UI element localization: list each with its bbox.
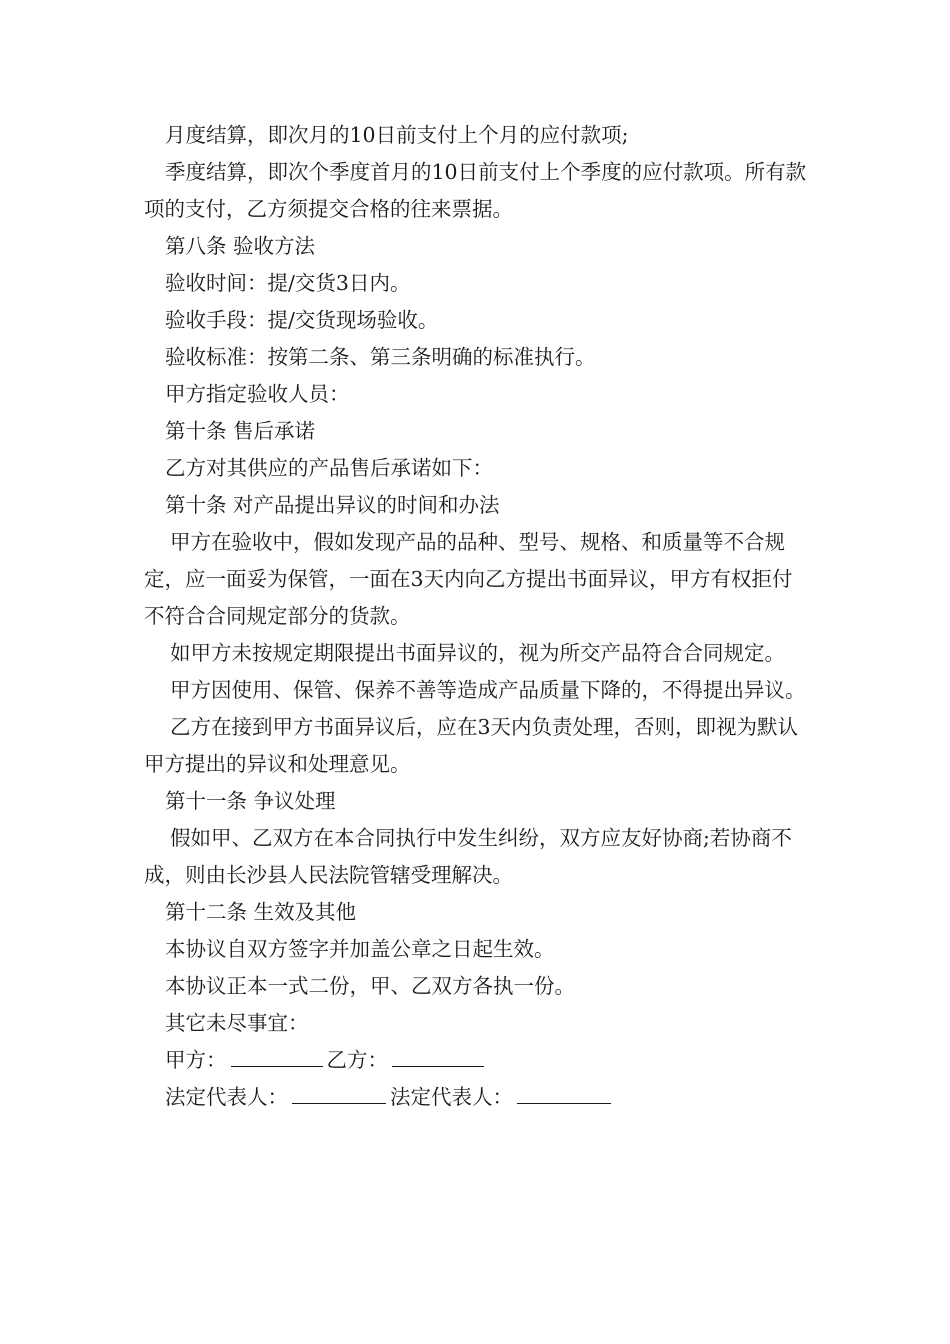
paragraph-inspection-standard: 验收标准：按第二条、第三条明确的标准执行。 [165,345,596,369]
signature-party-line [144,1042,809,1079]
rep-b-blank [517,1081,611,1104]
paragraph-other-matters: 其它未尽事宜： [165,1011,309,1035]
party-a-blank [231,1044,323,1067]
paragraph-objection-procedure: 甲方在验收中，假如发现产品的品种、型号、规格、和质量等不合规定，应一面妥为保管，一面在3天内向乙方提出书面异议，甲方有权拒付不符合合同规定部分的货款。 [144,530,793,628]
paragraph-designated-inspector: 甲方指定验收人员： [165,382,350,406]
paragraph-effectiveness: 本协议自双方签字并加盖公章之日起生效。 [165,937,555,961]
paragraph-inspection-time: 验收时间：提/交货3日内。 [165,271,411,295]
paragraph-inspection-means: 验收手段：提/交货现场验收。 [165,308,439,332]
heading-article-8: 第八条 验收方法 [165,234,316,258]
heading-article-11: 第十一条 争议处理 [165,789,336,813]
party-a-label: 甲方： [165,1048,227,1072]
party-b-label: 乙方： [326,1048,388,1072]
signature-representative-line [144,1079,809,1116]
paragraph-after-sales-promise: 乙方对其供应的产品售后承诺如下： [165,456,493,480]
paragraph-dispute-resolution: 假如甲、乙双方在本合同执行中发生纠纷，双方应友好协商;若协商不成，则由长沙县人民法院管辖受理解决。 [144,826,792,887]
paragraph-quarterly-settlement: 季度结算，即次个季度首月的10日前支付上个季度的应付款项。所有款项的支付，乙方须提交合格的往来票据。 [144,160,807,221]
heading-objection: 第十条 对产品提出异议的时间和办法 [165,493,500,517]
heading-article-12: 第十二条 生效及其他 [165,900,357,924]
paragraph-monthly-settlement: 月度结算，即次月的10日前支付上个月的应付款项; [165,123,629,147]
heading-after-sales: 第十条 售后承诺 [165,419,316,443]
paragraph-objection-handling: 乙方在接到甲方书面异议后，应在3天内负责处理，否则，即视为默认甲方提出的异议和处理意见。 [144,715,799,776]
party-b-blank [392,1044,484,1067]
rep-a-blank [292,1081,386,1104]
rep-b-label: 法定代表人： [390,1085,513,1109]
paragraph-objection-deadline: 如甲方未按规定期限提出书面异议的，视为所交产品符合合同规定。 [170,641,785,665]
paragraph-copies: 本协议正本一式二份，甲、乙双方各执一份。 [165,974,575,998]
rep-a-label: 法定代表人： [165,1085,288,1109]
paragraph-improper-use: 甲方因使用、保管、保养不善等造成产品质量下降的，不得提出异议。 [170,678,806,702]
document-body [144,117,809,1116]
